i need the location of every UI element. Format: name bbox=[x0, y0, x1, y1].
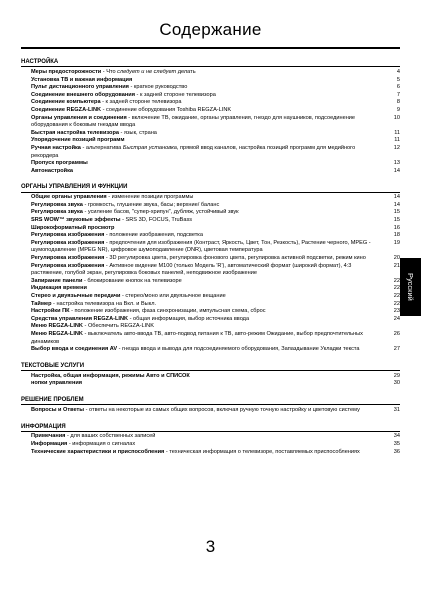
section-gap bbox=[21, 354, 400, 362]
entry-title: Регулировка изображения bbox=[31, 255, 105, 262]
entry-title: Регулировка изображения bbox=[31, 262, 105, 269]
entry-title: Информация bbox=[31, 441, 68, 448]
entry-description: - ответы на некоторые из самых общих вопросов, включая ручную точную настройку и цветовую систему bbox=[84, 406, 360, 413]
entry-description: - предпочтения для изображения (Контраст, Яркость, Цвет, Тон, Резкость), Растение черного, MPEG - шумоподавление (MPEG NR), цифровое шумоподавление (DNR), цветовая температура bbox=[31, 239, 371, 254]
entry-title: Настройка, общая информация, режимы Авто и СПИСОК bbox=[31, 372, 190, 379]
section-gap bbox=[21, 175, 400, 183]
entry-description: - гнезда ввода и вывода для подсоединяемого оборудования, Запаздывание Укладки текста bbox=[117, 346, 360, 353]
toc-entry bbox=[21, 217, 400, 225]
section-heading: ИНФОРМАЦИЯ bbox=[21, 423, 66, 430]
entry-description: - информация о сигналах bbox=[67, 441, 136, 448]
entry-page-number: 22 bbox=[393, 300, 400, 307]
entry-description: - к задней стороне телевизора bbox=[100, 99, 182, 106]
entry-description: - SRS 3D, FOCUS, TruBass bbox=[120, 217, 193, 224]
entry-title: Быстрая настройка телевизора bbox=[31, 129, 119, 136]
toc-entry bbox=[21, 380, 400, 388]
entry-page-number: 14 bbox=[393, 194, 400, 201]
entry-description-continued: , прямой ввод каналов, настройка позиций программ для медийного рекордера bbox=[31, 144, 356, 159]
toc-entry bbox=[21, 69, 400, 77]
entry-page-number: 6 bbox=[396, 84, 400, 91]
entry-description: - альтернатива bbox=[80, 144, 123, 151]
entry-description: - положение изображения, подсветка bbox=[104, 232, 203, 239]
entry-title: Упорядочение позиций программ bbox=[31, 137, 125, 144]
entry-description: - краткое руководство bbox=[128, 84, 188, 91]
toc-entry bbox=[21, 308, 400, 316]
entry-description: - выключатель авто-ввода ТВ, авто-подвод питания к ТВ, авто-режим Ожидание, выбор предпочтительных динамиков bbox=[31, 330, 363, 345]
toc-entry bbox=[21, 316, 400, 324]
section-heading: НАСТРОЙКА bbox=[21, 59, 59, 65]
entry-italic-text: следует и не следует bbox=[117, 68, 177, 75]
toc-entry bbox=[21, 323, 400, 331]
toc-entry bbox=[21, 160, 400, 168]
toc-entry bbox=[21, 99, 400, 107]
entry-title: Соединение REGZA-LINK bbox=[31, 106, 102, 113]
entry-page-number: 31 bbox=[393, 406, 400, 413]
entry-page-number: 34 bbox=[393, 433, 400, 440]
toc-entry bbox=[21, 278, 400, 286]
entry-description: - соединение оборудования Toshiba REGZA-LINK bbox=[101, 106, 232, 113]
entry-title: Меры предосторожности bbox=[31, 68, 102, 75]
entry-title: Пульт дистанционного управления bbox=[31, 84, 129, 91]
entry-page-number: 13 bbox=[393, 160, 400, 167]
entry-title: Соединение внешнего оборудования bbox=[31, 91, 135, 98]
entry-description: - положение изображения, фаза синхронизации, импульсная схема, сброс bbox=[69, 308, 266, 315]
section-heading: ОРГАНЫ УПРАВЛЕНИЯ И ФУНКЦИИ bbox=[21, 184, 128, 191]
entry-page-number: 4 bbox=[396, 68, 400, 75]
toc-entry bbox=[21, 107, 400, 115]
entry-page-number: 19 bbox=[393, 239, 400, 246]
entry-description-continued: делать bbox=[176, 68, 196, 75]
entry-title: Соединение компьютера bbox=[31, 99, 101, 106]
entry-title: Средства управления REGZA-LINK bbox=[31, 315, 129, 322]
entry-title: Широкоформатный просмотр bbox=[31, 224, 115, 231]
language-tab-label: Русский bbox=[406, 273, 415, 301]
entry-title: Автонастройка bbox=[31, 167, 74, 174]
entry-title: Установка ТВ и важная информация bbox=[31, 76, 133, 83]
entry-description: - Активное видение M100 (только Модель 'R'), автоматический формат (широкий формат), 4:3 растяжение, голубой экран, регулировка боковых панелей, неподвижное изображение bbox=[31, 262, 352, 277]
entry-page-number: 12 bbox=[393, 144, 400, 151]
toc-entry bbox=[21, 331, 400, 346]
entry-italic-text: Быстрая установка bbox=[122, 144, 177, 151]
entry-title: Регулировка изображения bbox=[31, 239, 105, 246]
toc-entry bbox=[21, 115, 400, 130]
toc-entry bbox=[21, 84, 400, 92]
entry-title: Общие органы управления bbox=[31, 194, 107, 201]
entry-page-number: 23 bbox=[393, 308, 400, 315]
entry-page-number: 29 bbox=[393, 372, 400, 379]
page-number: 3 bbox=[205, 537, 216, 556]
toc-entry bbox=[21, 407, 400, 415]
section-heading: РЕШЕНИЕ ПРОБЛЕМ bbox=[21, 396, 84, 403]
entry-title: Меню REGZA-LINK bbox=[31, 323, 83, 330]
section-gap bbox=[21, 415, 400, 423]
section-heading: ТЕКСТОВЫЕ УСЛУГИ bbox=[21, 362, 85, 369]
page-title: Содержание bbox=[159, 20, 262, 39]
entry-page-number: 36 bbox=[393, 448, 400, 455]
entry-description: - настройка телевизора на Вкл. и Выкл. bbox=[51, 300, 157, 307]
entry-page-number: 14 bbox=[393, 201, 400, 208]
entry-description: - громкость, глушение звука, басы; верхние/ баланс bbox=[82, 201, 220, 208]
entry-description: - Обеспечить REGZA-LINK bbox=[82, 323, 154, 330]
toc-entry bbox=[21, 77, 400, 85]
entry-title: Технические характеристики и приспособления bbox=[31, 448, 165, 455]
entry-description: - общая информация, выбор источника ввода bbox=[128, 315, 250, 322]
entry-title: Индикация времени bbox=[31, 285, 87, 292]
toc-entry bbox=[21, 194, 400, 202]
toc-entry bbox=[21, 441, 400, 449]
toc-entry bbox=[21, 285, 400, 293]
entry-title: Пропуск программы bbox=[31, 160, 88, 167]
entry-title: Меню REGZA-LINK bbox=[31, 330, 83, 337]
entry-page-number: 22 bbox=[393, 293, 400, 299]
entry-title: Органы управления и соединения bbox=[31, 114, 127, 121]
entry-page-number: 11 bbox=[394, 137, 400, 144]
table-of-contents bbox=[21, 58, 400, 456]
entry-description: - 3D регулировка цвета, регулировка фонового цвета, регулировка активной подсветки, режим кино bbox=[104, 255, 366, 262]
entry-page-number: 22 bbox=[393, 277, 400, 284]
entry-page-number: 7 bbox=[396, 91, 400, 98]
entry-description: - язык, страна bbox=[118, 129, 157, 136]
toc-entry bbox=[21, 168, 400, 176]
entry-title: нопки управления bbox=[31, 380, 83, 387]
toc-entry bbox=[21, 232, 400, 240]
toc-entry bbox=[21, 255, 400, 263]
entry-page-number: 8 bbox=[396, 99, 400, 106]
entry-description: - Что bbox=[101, 68, 118, 75]
entry-description: - изменение позиции программы bbox=[106, 194, 194, 201]
entry-title: Вопросы и Ответы bbox=[31, 406, 85, 413]
entry-title: Стерео и двуязычные передачи bbox=[31, 293, 121, 299]
toc-entry bbox=[21, 263, 400, 278]
section-rule bbox=[21, 192, 400, 193]
entry-page-number: 11 bbox=[394, 129, 400, 136]
entry-page-number: 5 bbox=[396, 76, 400, 83]
toc-entry bbox=[21, 346, 400, 354]
entry-page-number: 10 bbox=[393, 114, 400, 121]
toc-entry bbox=[21, 240, 400, 255]
entry-title: Таймер bbox=[31, 300, 52, 307]
entry-title: Настройки ПК bbox=[31, 308, 70, 315]
entry-description: - усиление басов, "супер-хрипун", дубляж, устойчивый звук bbox=[82, 209, 239, 216]
entry-title: Регулировка изображения bbox=[31, 232, 105, 239]
entry-page-number: 20 bbox=[393, 255, 400, 262]
entry-page-number: 35 bbox=[393, 441, 400, 448]
entry-page-number: 18 bbox=[393, 232, 400, 239]
section-rule bbox=[21, 431, 400, 432]
entry-description: - техническая информация о телевизоре, поставляемых приспособлениях bbox=[164, 448, 360, 455]
entry-page-number: 15 bbox=[393, 209, 400, 216]
entry-description: - для ваших собственных записей bbox=[65, 433, 156, 440]
toc-entry bbox=[21, 137, 400, 145]
entry-page-number: 26 bbox=[393, 330, 400, 337]
section-rule bbox=[21, 404, 400, 405]
entry-page-number: 15 bbox=[393, 217, 400, 224]
toc-entry bbox=[21, 433, 400, 441]
toc-entry bbox=[21, 145, 400, 160]
toc-entry bbox=[21, 209, 400, 217]
entry-page-number: 14 bbox=[393, 167, 400, 174]
toc-entry bbox=[21, 373, 400, 381]
title-rule bbox=[21, 47, 400, 49]
entry-title: SRS WOW™ звуковые эффекты bbox=[31, 217, 121, 224]
entry-page-number: 21 bbox=[393, 262, 400, 269]
entry-description: - включение ТВ, ожидание, органы управления, гнездо для наушников, подсоединение оборудования к боковым гнездам ввода bbox=[31, 114, 356, 129]
entry-page-number: 16 bbox=[393, 224, 400, 231]
entry-page-number: 27 bbox=[393, 346, 400, 353]
section-gap bbox=[21, 388, 400, 396]
entry-description: - к задней стороне телевизора bbox=[134, 91, 216, 98]
entry-title: Примечания bbox=[31, 433, 66, 440]
entry-description: - стерео/моно или двуязычное вещание bbox=[120, 293, 226, 299]
entry-page-number: 30 bbox=[393, 380, 400, 387]
entry-title: Запирание панели bbox=[31, 277, 83, 284]
entry-title: Ручная настройка bbox=[31, 144, 81, 151]
language-tab bbox=[400, 258, 421, 316]
toc-entry bbox=[21, 293, 400, 301]
entry-description: - блокирование кнопок на телевизоре bbox=[82, 277, 182, 284]
entry-title: Регулировка звука bbox=[31, 201, 83, 208]
section-rule bbox=[21, 370, 400, 371]
toc-entry bbox=[21, 449, 400, 457]
entry-title: Выбор ввода и соединения AV bbox=[31, 346, 118, 353]
entry-page-number: 24 bbox=[393, 315, 400, 322]
entry-page-number: 22 bbox=[393, 285, 400, 292]
section-rule bbox=[21, 66, 400, 67]
entry-page-number: 9 bbox=[396, 106, 400, 113]
entry-title: Регулировка звука bbox=[31, 209, 83, 216]
